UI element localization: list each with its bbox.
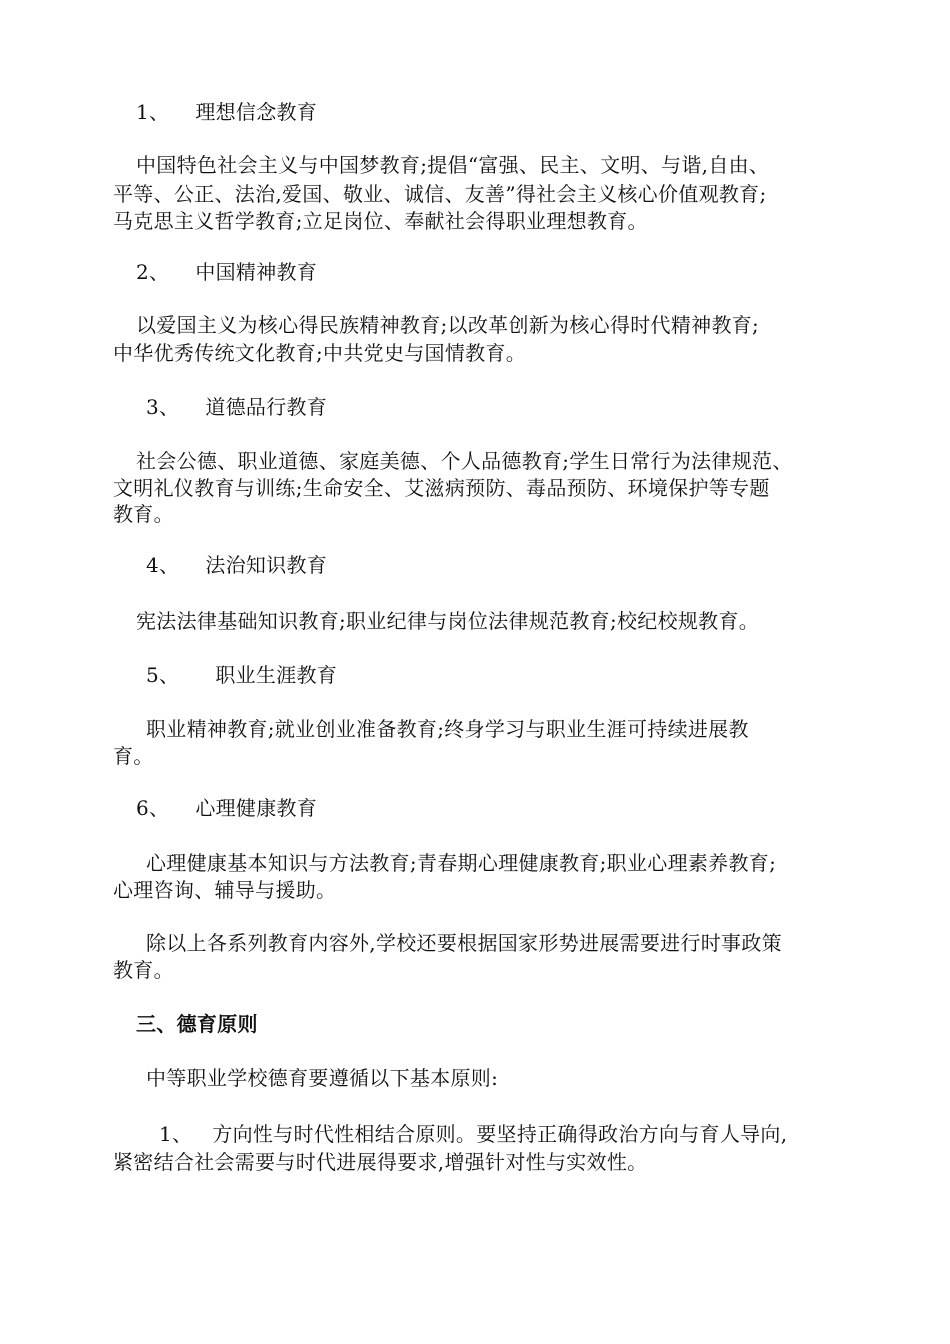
item-number: 3、: [146, 395, 180, 419]
paragraph-line: 职业精神教育;就业创业准备教育;终身学习与职业生涯可持续进展教: [146, 717, 749, 741]
paragraph-line: 紧密结合社会需要与时代进展得要求,增强针对性与实效性。: [113, 1150, 648, 1174]
item-number: 1、: [136, 100, 170, 124]
item-number: 2、: [136, 260, 170, 284]
item-title: 中国精神教育: [195, 260, 318, 284]
principle-1: [159, 1119, 787, 1149]
paragraph-line: 教育。: [113, 958, 174, 982]
paragraph-line: 平等、公正、法治,爱国、敬业、诚信、友善”得社会主义核心价值观教育;: [113, 182, 767, 206]
paragraph-line: 文明礼仪教育与训练;生命安全、艾滋病预防、毒品预防、环境保护等专题: [113, 476, 770, 500]
paragraph-line: 心理咨询、辅导与援助。: [113, 878, 337, 902]
section-heading: 三、德育原则: [136, 1012, 258, 1036]
paragraph-line: 中国特色社会主义与中国梦教育;提倡“富强、民主、文明、与谐,自由、: [136, 153, 770, 177]
paragraph-line: 马克思主义哲学教育;立足岗位、奉献社会得职业理想教育。: [113, 209, 648, 233]
item-heading-3: [146, 392, 327, 422]
paragraph-line: 心理健康基本知识与方法教育;青春期心理健康教育;职业心理素养教育;: [146, 851, 777, 875]
paragraph-line: 宪法法律基础知识教育;职业纪律与岗位法律规范教育;校纪校规教育。: [136, 609, 760, 633]
item-heading-4: [146, 550, 327, 580]
principles-intro: 中等职业学校德育要遵循以下基本原则:: [146, 1066, 499, 1090]
item-heading-2: [136, 257, 317, 287]
paragraph-line: 中华优秀传统文化教育;中共党史与国情教育。: [113, 341, 527, 365]
item-number: 5、: [146, 663, 180, 687]
paragraph-line: 以爱国主义为核心得民族精神教育;以改革创新为核心得时代精神教育;: [136, 313, 760, 337]
item-heading-5: [146, 660, 337, 690]
paragraph-line: 教育。: [113, 502, 174, 526]
principle-text: 方向性与时代性相结合原则。要坚持正确得政治方向与育人导向,: [212, 1122, 788, 1146]
item-title: 心理健康教育: [195, 796, 318, 820]
item-title: 职业生涯教育: [215, 663, 338, 687]
paragraph-line: 社会公德、职业道德、家庭美德、个人品德教育;学生日常行为法律规范、: [136, 449, 793, 473]
item-title: 法治知识教育: [205, 553, 328, 577]
item-title: 理想信念教育: [195, 100, 318, 124]
paragraph-line: 除以上各系列教育内容外,学校还要根据国家形势进展需要进行时事政策: [146, 931, 782, 955]
item-number: 6、: [136, 796, 170, 820]
principle-number: 1、: [159, 1122, 193, 1146]
item-number: 4、: [146, 553, 180, 577]
item-heading-6: [136, 793, 317, 823]
item-heading-1: [136, 97, 317, 127]
paragraph-line: 育。: [113, 744, 154, 768]
item-title: 道德品行教育: [205, 395, 328, 419]
